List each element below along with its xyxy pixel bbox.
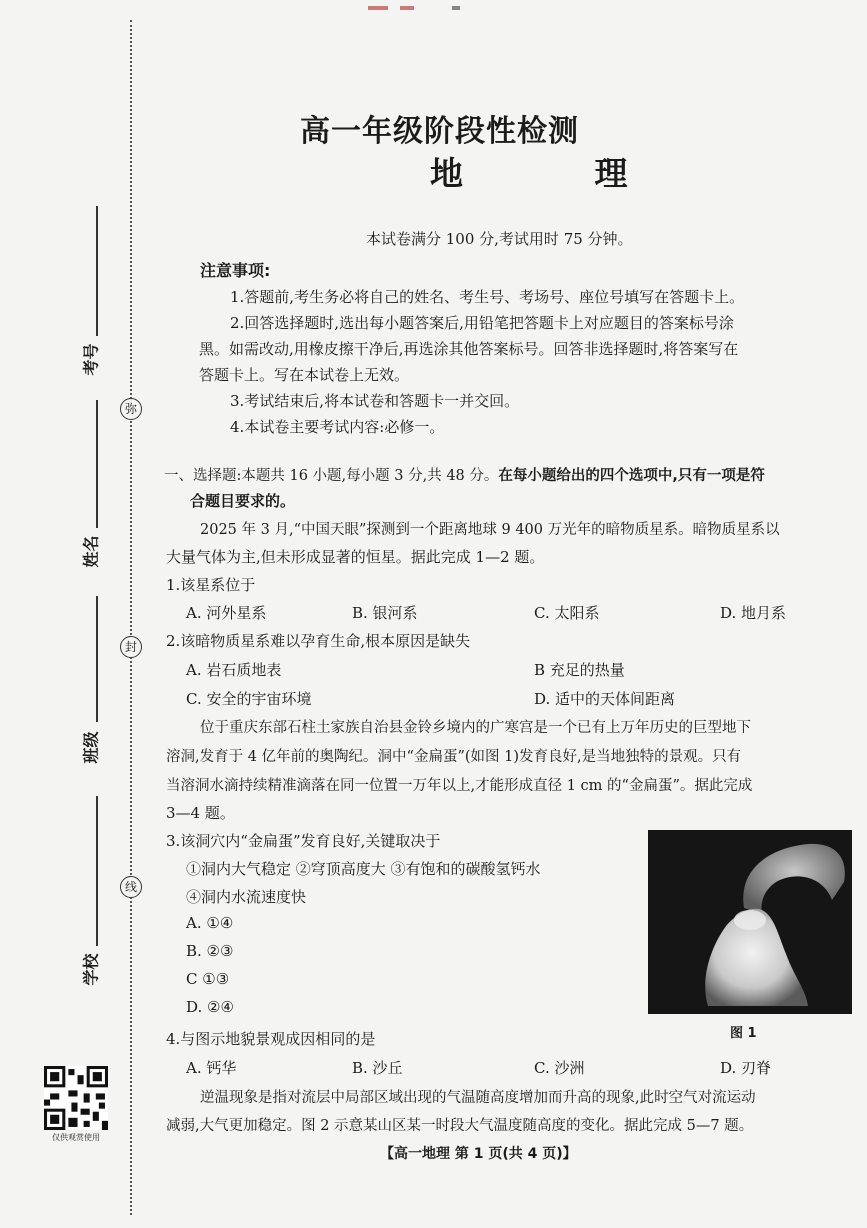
q2-option-d[interactable]: D. 适中的天体间距离 bbox=[534, 690, 676, 708]
q3-option-c[interactable]: C ①③ bbox=[186, 970, 230, 988]
qr-caption: 仅供观赏使用 bbox=[52, 1133, 100, 1142]
section-heading-b: 在每小题给出的四个选项中,只有一项是符 bbox=[498, 468, 765, 484]
q4-option-d[interactable]: D. 刃脊 bbox=[720, 1059, 772, 1077]
q4-option-b[interactable]: B. 沙丘 bbox=[352, 1059, 403, 1077]
q2-stem: 2.该暗物质星系难以孕育生命,根本原因是缺失 bbox=[166, 632, 471, 650]
q4-stem: 4.与图示地貌景观成因相同的是 bbox=[166, 1030, 376, 1048]
figure-1-cave-photo bbox=[648, 830, 852, 1014]
q3-items-b: ④洞内水流速度快 bbox=[186, 888, 307, 906]
figure-1-caption: 图 1 bbox=[730, 1026, 757, 1041]
seal-dashed-line bbox=[130, 20, 132, 1215]
class-field bbox=[96, 596, 98, 722]
q3-option-a[interactable]: A. ①④ bbox=[186, 914, 234, 932]
q1-option-c[interactable]: C. 太阳系 bbox=[534, 604, 600, 622]
q1-option-d[interactable]: D. 地月系 bbox=[720, 604, 787, 622]
seal-char-mi: 弥 bbox=[120, 398, 142, 420]
passage2-line4: 3—4 题。 bbox=[166, 804, 235, 822]
note-2: 2.回答选择题时,选出每小题答案后,用铅笔把答题卡上对应题目的答案标号涂 bbox=[230, 314, 734, 332]
q3-option-b[interactable]: B. ②③ bbox=[186, 942, 234, 960]
passage3-line1: 逆温现象是指对流层中局部区域出现的气温随高度增加而升高的现象,此时空气对流运动 bbox=[200, 1090, 756, 1106]
note-2-cont: 黑。如需改动,用橡皮擦干净后,再选涂其他答案标号。回答非选择题时,将答案写在 bbox=[199, 340, 739, 358]
q1-stem: 1.该星系位于 bbox=[166, 576, 256, 594]
q3-option-d[interactable]: D. ②④ bbox=[186, 998, 234, 1016]
school-field bbox=[96, 796, 98, 946]
section-heading-a: 一、选择题:本题共 16 小题,每小题 3 分,共 48 分。 bbox=[164, 468, 499, 484]
scan-artifact bbox=[360, 6, 490, 16]
seal-char-xian: 线 bbox=[120, 876, 142, 898]
note-2-cont-2: 答题卡上。写在本试卷上无效。 bbox=[199, 366, 410, 384]
exam-info: 本试卷满分 100 分,考试用时 75 分钟。 bbox=[366, 230, 633, 248]
q2-option-b[interactable]: B 充足的热量 bbox=[534, 661, 625, 679]
label-name: 姓名 bbox=[81, 535, 101, 568]
q1-option-b[interactable]: B. 银河系 bbox=[352, 604, 418, 622]
q2-option-c[interactable]: C. 安全的宇宙环境 bbox=[186, 690, 312, 708]
passage1-line1: 2025 年 3 月,“中国天眼”探测到一个距离地球 9 400 万光年的暗物质星系。暗物质星系以 bbox=[200, 522, 780, 538]
note-4: 4.本试卷主要考试内容:必修一。 bbox=[230, 418, 445, 436]
label-exam-number: 考号 bbox=[81, 343, 101, 376]
qr-code-icon bbox=[44, 1066, 108, 1130]
passage2-line1: 位于重庆东部石柱土家族自治县金铃乡境内的广寒宫是一个已有上万年历史的巨型地下 bbox=[200, 720, 751, 736]
exam-number-field bbox=[96, 206, 98, 336]
section-heading bbox=[164, 464, 765, 485]
exam-title: 高一年级阶段性检测 bbox=[300, 114, 579, 149]
name-field bbox=[96, 400, 98, 528]
subject-title: 地 理 bbox=[430, 154, 688, 193]
page-footer: 【高一地理 第 1 页(共 4 页)】 bbox=[380, 1146, 577, 1162]
q3-items-a: ①洞内大气稳定 ②穹顶高度大 ③有饱和的碳酸氢钙水 bbox=[186, 860, 541, 878]
q3-stem: 3.该洞穴内“金扁蛋”发育良好,关键取决于 bbox=[166, 832, 441, 850]
passage3-line2: 减弱,大气更加稳定。图 2 示意某山区某一时段大气温度随高度的变化。据此完成 5—7 题。 bbox=[166, 1118, 754, 1134]
passage2-line3: 当溶洞水滴持续精准滴落在同一位置一万年以上,才能形成直径 1 cm 的“金扁蛋”。据此完成 bbox=[166, 778, 753, 794]
note-3: 3.考试结束后,将本试卷和答题卡一并交回。 bbox=[230, 392, 520, 410]
notes-heading: 注意事项: bbox=[200, 261, 271, 280]
q4-option-c[interactable]: C. 沙洲 bbox=[534, 1059, 585, 1077]
label-class: 班级 bbox=[81, 731, 101, 764]
note-1: 1.答题前,考生务必将自己的姓名、考生号、考场号、座位号填写在答题卡上。 bbox=[230, 288, 745, 306]
q2-option-a[interactable]: A. 岩石质地表 bbox=[186, 661, 282, 679]
passage2-line2: 溶洞,发育于 4 亿年前的奥陶纪。洞中“金扁蛋”(如图 1)发育良好,是当地独特的景观。只有 bbox=[166, 749, 742, 765]
q1-option-a[interactable]: A. 河外星系 bbox=[186, 604, 267, 622]
passage1-line2: 大量气体为主,但未形成显著的恒星。据此完成 1—2 题。 bbox=[166, 548, 545, 566]
label-school: 学校 bbox=[81, 953, 101, 986]
q4-option-a[interactable]: A. 钙华 bbox=[186, 1059, 237, 1077]
seal-char-feng: 封 bbox=[120, 636, 142, 658]
section-heading-c: 合题目要求的。 bbox=[190, 492, 296, 510]
